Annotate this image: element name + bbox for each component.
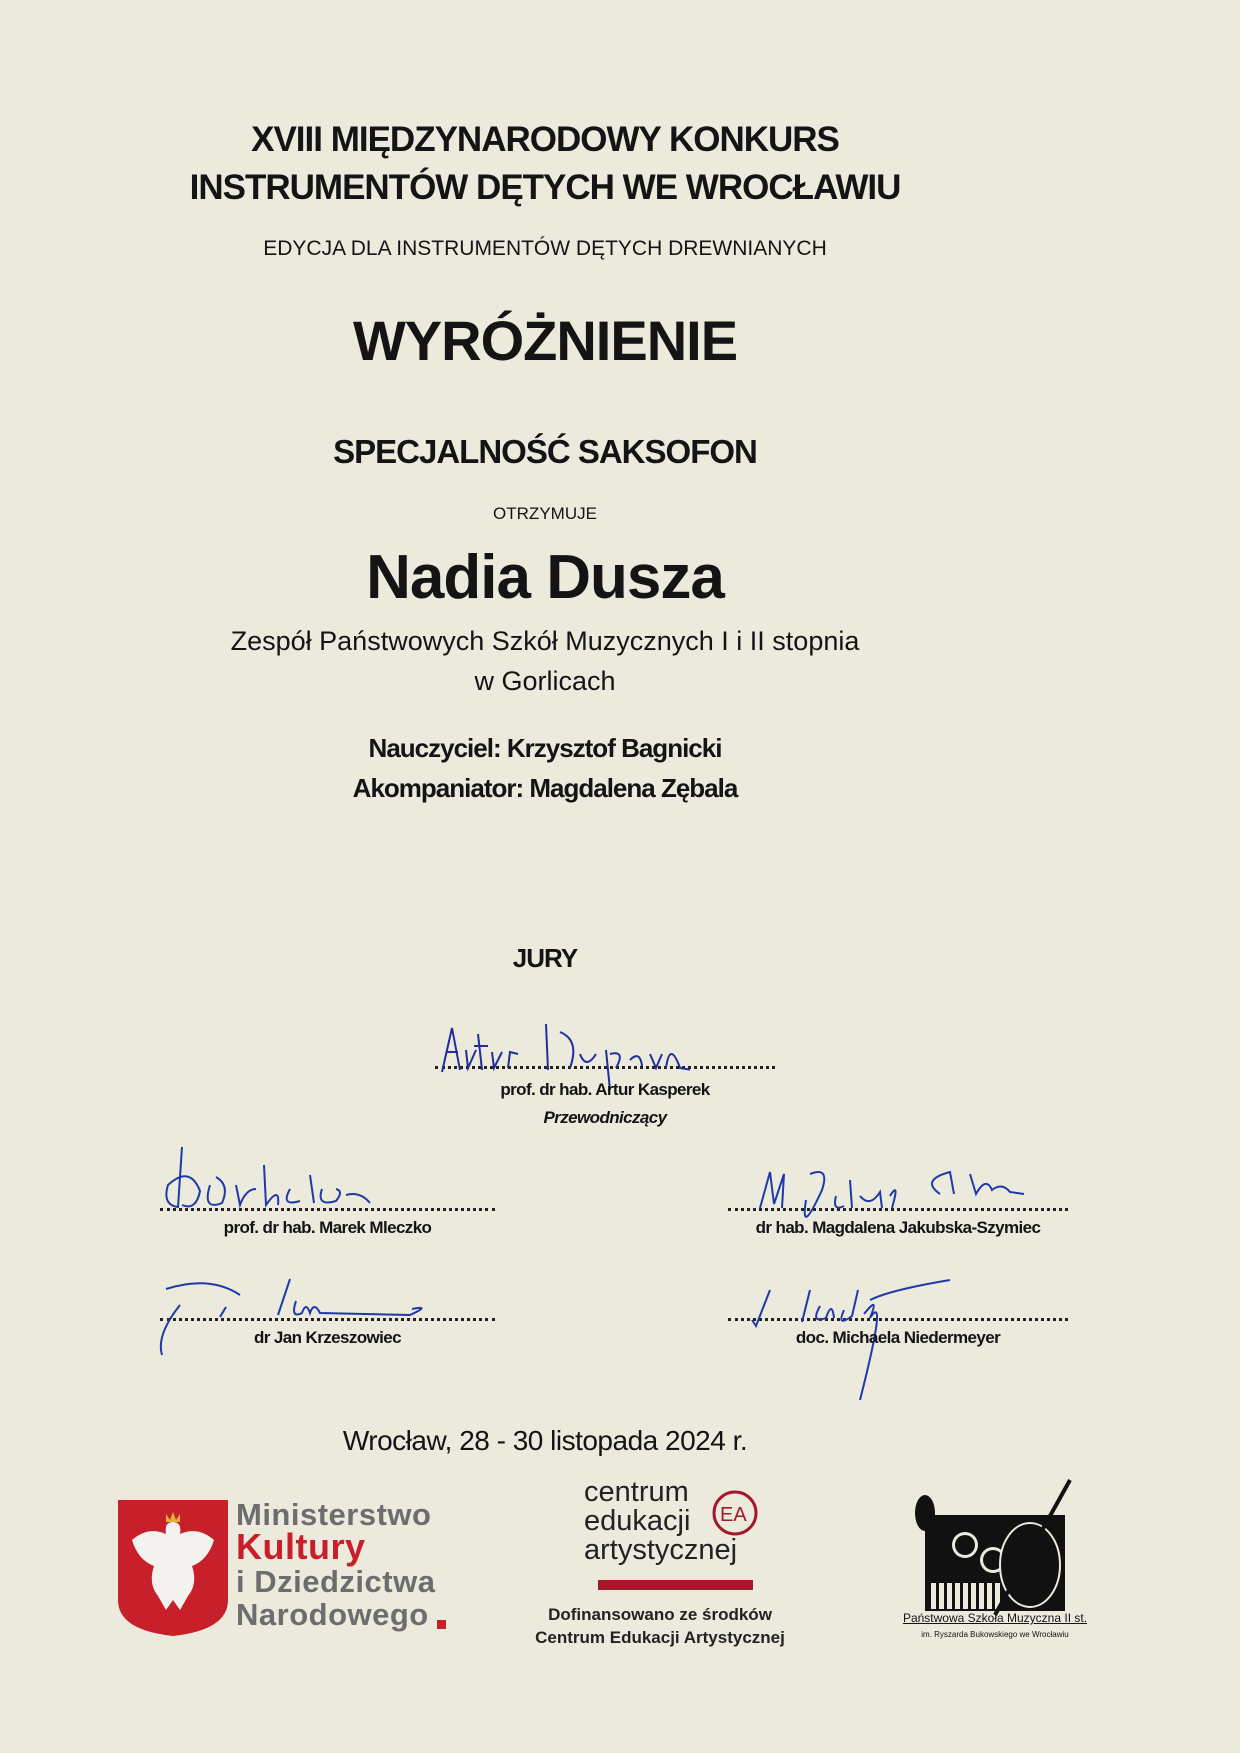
signature-krzeszowiec [150, 1265, 450, 1365]
signature-mleczko [160, 1145, 430, 1215]
ministry-logo-line-1: Ministerstwo [236, 1497, 432, 1532]
jury-member-name: dr Jan Krzeszowiec [254, 1328, 401, 1347]
jury-chair-name: prof. dr hab. Artur Kasperek [500, 1080, 710, 1099]
date-place: Wrocław, 28 - 30 listopada 2024 r. [342, 1425, 748, 1456]
ministry-logo-square [437, 1620, 446, 1629]
ministry-logo-line-2: Kultury [236, 1526, 366, 1567]
funding-line-1: Dofinansowano ze środków [548, 1605, 772, 1624]
ministry-logo-line-3: i Dziedzictwa [236, 1564, 436, 1599]
edition-subtitle: EDYCJA DLA INSTRUMENTÓW DĘTYCH DREWNIANYCH [263, 237, 827, 260]
jury-heading: JURY [512, 943, 578, 973]
title-line-1: XVIII MIĘDZYNARODOWY KONKURS [251, 120, 839, 159]
ministry-logo-line-4: Narodowego [236, 1597, 429, 1632]
polish-eagle-emblem-icon [118, 1500, 228, 1636]
funding-line-2: Centrum Edukacji Artystycznej [535, 1628, 785, 1647]
teacher: Nauczyciel: Krzysztof Bagnicki [368, 733, 722, 763]
recipient-name: Nadia Dusza [366, 543, 724, 612]
music-school-logo-icon [905, 1475, 1085, 1620]
receives-label: OTRZYMUJE [493, 504, 597, 523]
jury-member-name: doc. Michaela Niedermeyer [795, 1328, 1001, 1347]
cea-line-2: edukacji [584, 1505, 691, 1537]
school-line-1: Zespół Państwowych Szkół Muzycznych I i II stopnia [230, 626, 860, 656]
jury-member-name: dr hab. Magdalena Jakubska-Szymiec [755, 1218, 1041, 1237]
funding-note [470, 1603, 850, 1649]
cea-line-3: artystycznej [584, 1534, 738, 1566]
jury-member-name: prof. dr hab. Marek Mleczko [223, 1218, 432, 1237]
award-title: WYRÓŻNIENIE [352, 309, 738, 372]
cea-line-1: centrum [584, 1476, 689, 1508]
cea-emblem-icon [710, 1488, 760, 1538]
school-patron: im. Ryszarda Bukowskiego we Wrocławiu [921, 1630, 1069, 1639]
title-line-2: INSTRUMENTÓW DĘTYCH WE WROCŁAWIU [189, 168, 901, 207]
specialty: SPECJALNOŚĆ SAKSOFON [333, 433, 757, 470]
school-line-2: w Gorlicach [474, 666, 616, 696]
accompanist: Akompaniator: Magdalena Zębala [352, 773, 738, 803]
school-name: Państwowa Szkoła Muzyczna II st. [902, 1611, 1088, 1625]
cea-red-bar [598, 1580, 753, 1590]
jury-chair-role: Przewodniczący [543, 1108, 667, 1127]
svg-text:EA: EA [720, 1504, 747, 1526]
